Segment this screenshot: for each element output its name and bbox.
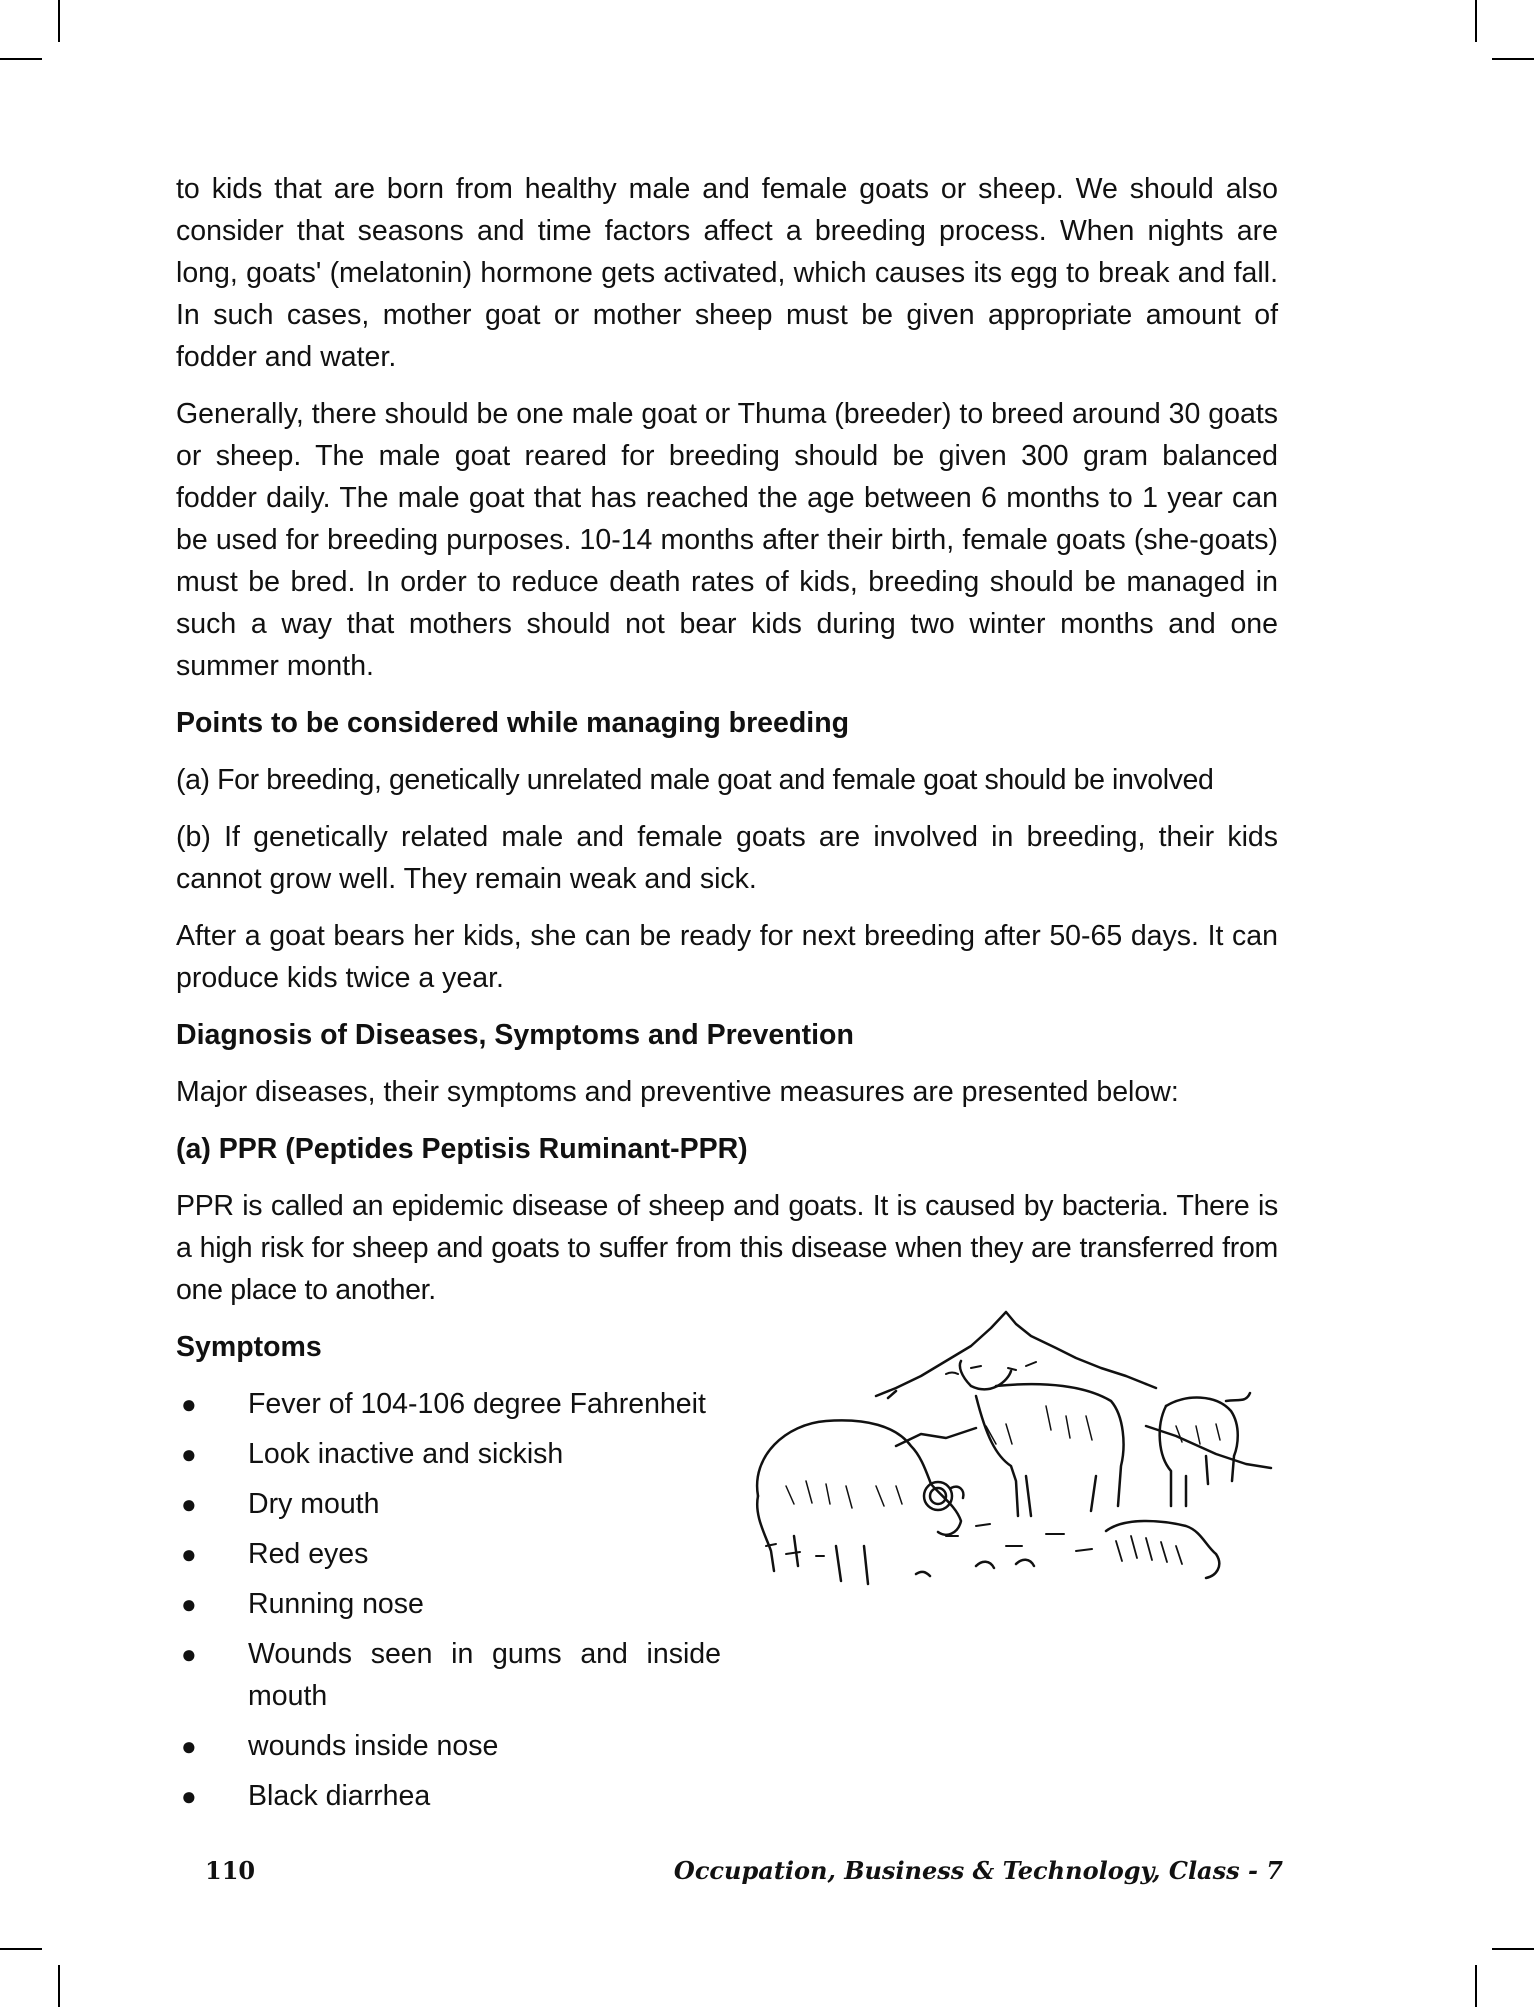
bullet-icon: ● [181, 1489, 197, 1519]
sheep-goats-illustration [746, 1306, 1276, 1616]
bullet-icon: ● [181, 1539, 197, 1569]
crop-mark-top-right-v [1475, 0, 1477, 42]
list-item: ● wounds inside nose [176, 1725, 721, 1767]
list-item: ● Wounds seen in gums and inside mouth [176, 1633, 721, 1717]
bullet-icon: ● [181, 1589, 197, 1619]
page-content [176, 168, 1278, 1825]
list-item: ● Running nose [176, 1583, 721, 1625]
breeding-point-b: (b) If genetically related male and female goats are involved in breeding, their kids cannot grow well. They remain weak and sick. [176, 821, 1278, 895]
list-item: ● Look inactive and sickish [176, 1433, 721, 1475]
crop-mark-bottom-right-h [1492, 1948, 1534, 1950]
page-number: 110 [205, 1856, 256, 1885]
diagnosis-intro: Major diseases, their symptoms and preventive measures are presented below: [176, 1076, 1179, 1108]
bullet-icon: ● [181, 1439, 197, 1469]
list-item: ● Dry mouth [176, 1483, 721, 1525]
crop-mark-top-left-h [0, 58, 42, 60]
symptoms-section [176, 1326, 1278, 1817]
breeding-point-a: (a) For breeding, genetically unrelated male goat and female goat should be involved [176, 764, 1214, 796]
heading-ppr: (a) PPR (Peptides Peptisis Ruminant-PPR) [176, 1133, 748, 1165]
heading-symptoms: Symptoms [176, 1331, 322, 1363]
paragraph-breeding-ratio: Generally, there should be one male goat or Thuma (breeder) to breed around 30 goats or sheep. The male goat reared for breeding should be given 300 gram balanced fodder daily. The male goat that has reached the age between 6 months to 1 year can be used for breeding purposes. 10-14 months after their birth, female goats (she-goats) must be bred. In order to reduce death rates of kids, breeding should be managed in such a way that mothers should not bear kids during two winter months and one summer month. [176, 398, 1278, 682]
crop-mark-bottom-left-v [58, 1965, 60, 2007]
book-title: Occupation, Business & Technology, Class - 7 [673, 1856, 1283, 1885]
bullet-icon: ● [181, 1781, 197, 1811]
heading-breeding-points: Points to be considered while managing breeding [176, 707, 850, 739]
list-item: ● Black diarrhea [176, 1775, 721, 1817]
breeding-after-note: After a goat bears her kids, she can be ready for next breeding after 50-65 days. It can produce kids twice a year. [176, 920, 1278, 994]
crop-mark-bottom-left-h [0, 1948, 42, 1950]
heading-diagnosis: Diagnosis of Diseases, Symptoms and Prevention [176, 1019, 854, 1051]
bullet-icon: ● [181, 1389, 197, 1419]
bullet-icon: ● [181, 1731, 197, 1761]
list-item: ● Red eyes [176, 1533, 721, 1575]
crop-mark-top-right-h [1492, 58, 1534, 60]
crop-mark-bottom-right-v [1475, 1965, 1477, 2007]
paragraph-breeding-intro: to kids that are born from healthy male and female goats or sheep. We should also consider that seasons and time factors affect a breeding process. When nights are long, goats' (melatonin) hormone gets activated, which causes its egg to break and fall. In such cases, mother goat or mother sheep must be given appropriate amount of fodder and water. [176, 173, 1278, 373]
crop-mark-top-left-v [58, 0, 60, 42]
list-item: ● Fever of 104-106 degree Fahrenheit [176, 1383, 721, 1425]
symptoms-column [176, 1326, 721, 1817]
bullet-icon: ● [181, 1639, 197, 1669]
ppr-description: PPR is called an epidemic disease of sheep and goats. It is caused by bacteria. There is a high risk for sheep and goats to suffer from this disease when they are transferred from one place to another. [176, 1190, 1278, 1306]
symptoms-list [176, 1383, 721, 1817]
